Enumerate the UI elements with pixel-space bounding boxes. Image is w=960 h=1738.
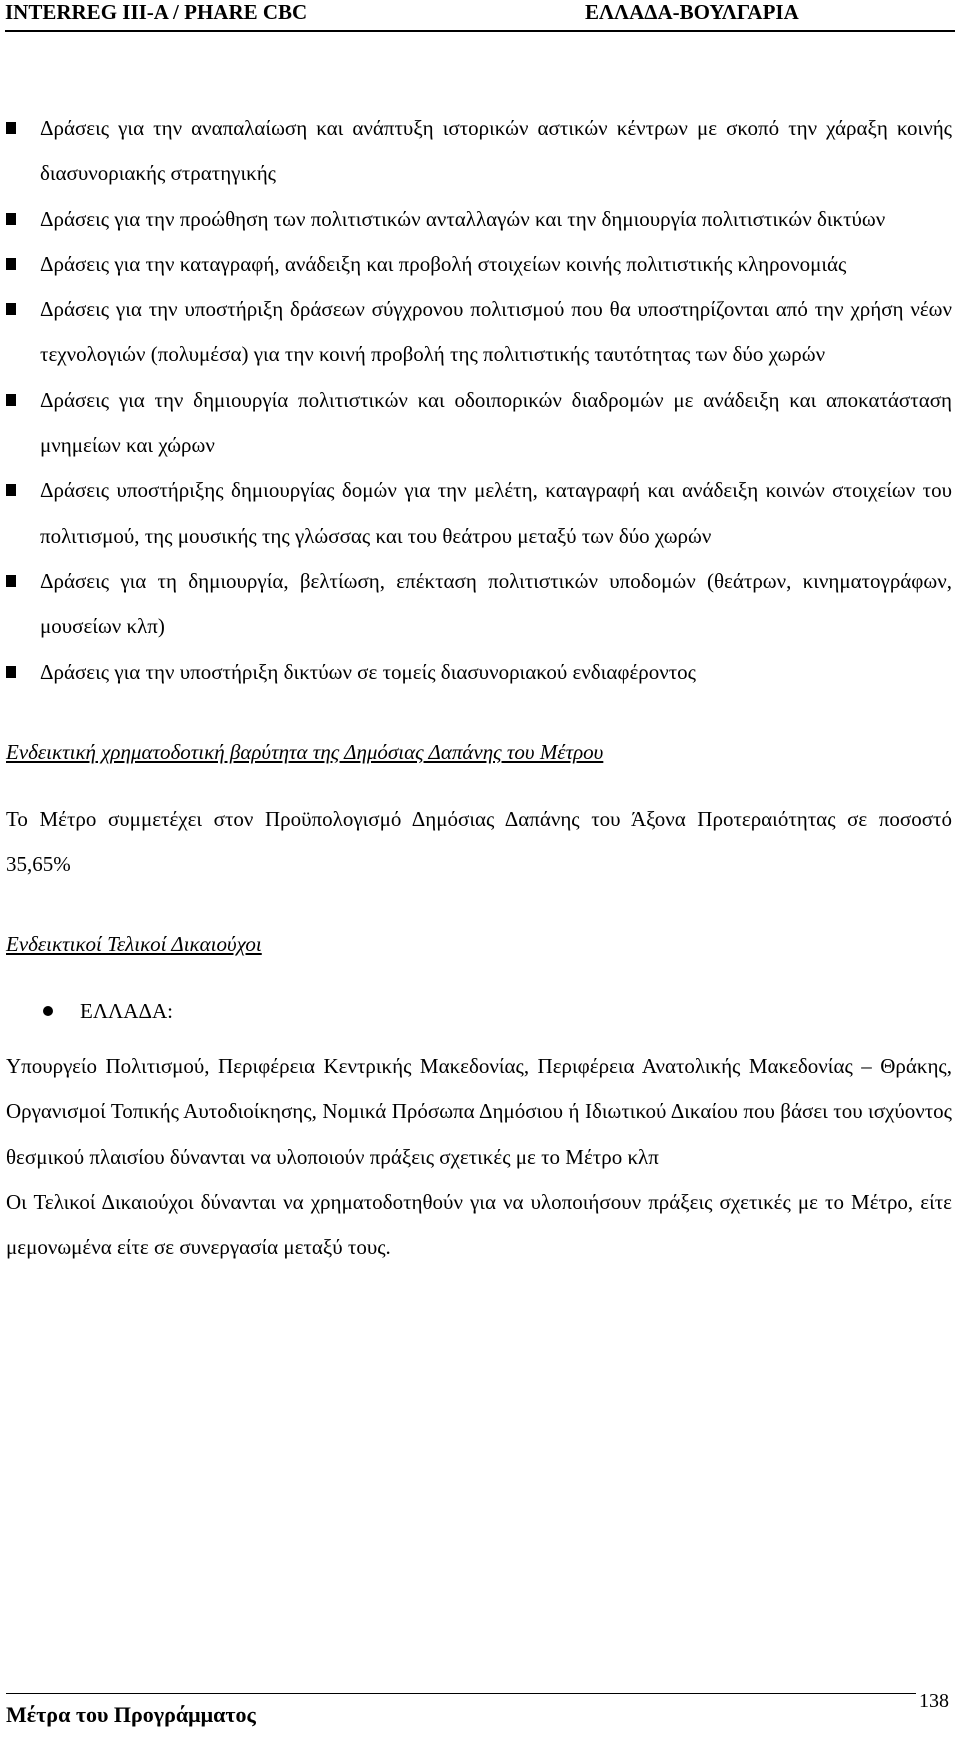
country-item [6,989,952,1034]
country-label: ΕΛΛΑΔΑ: [80,998,173,1023]
footer-divider [6,1693,916,1694]
footer-title: Μέτρα του Προγράμματος [6,1702,256,1727]
beneficiaries-list: Υπουργείο Πολιτισμού, Περιφέρεια Κεντρικής Μακεδονίας, Περιφέρεια Ανατολικής Μακεδονίας – Θράκης, Οργανισμοί Τοπικής Αυτοδιοίκησης, Νομικά Πρόσωπα Δημόσιου ή Ιδιωτικού Δικαίου που βάσει του ισχύοντος θεσμικού πλαισίου δύνανται να υλοποιούν πράξεις σχετικές με το Μέτρο κλπ [6,1053,952,1169]
square-bullet-icon [6,122,16,134]
page-content [6,106,952,1271]
square-bullet-icon [6,303,16,315]
square-bullet-icon [6,575,16,587]
list-item: Δράσεις υποστήριξης δημιουργίας δομών για την μελέτη, καταγραφή και ανάδειξη κοινών στοιχείων του πολιτισμού, της μουσικής της γλώσσας και του θεάτρου μεταξύ των δύο χωρών [6,468,952,559]
page-header [5,0,955,32]
funding-text: Το Μέτρο συμμετέχει στον Προϋπολογισμό Δημόσιας Δαπάνης του Άξονα Προτεραιότητας σε ποσοστό 35,65% [6,806,952,876]
header-program: INTERREG III-A / PHARE CBC [5,0,308,24]
list-item: Δράσεις για τη δημιουργία, βελτίωση, επέκταση πολιτιστικών υποδομών (θεάτρων, κινηματογράφων, μουσείων κλπ) [6,559,952,650]
list-item: Δράσεις για την προώθηση των πολιτιστικών ανταλλαγών και την δημιουργία πολιτιστικών δικτύων [6,197,952,242]
round-bullet-icon [43,1006,53,1016]
square-bullet-icon [6,394,16,406]
list-item: Δράσεις για την δημιουργία πολιτιστικών και οδοιπορικών διαδρομών με ανάδειξη και αποκατάσταση μνημείων και χώρων [6,378,952,469]
list-item: Δράσεις για την αναπαλαίωση και ανάπτυξη ιστορικών αστικών κέντρων με σκοπό την χάραξη κοινής διασυνοριακής στρατηγικής [6,106,952,197]
beneficiaries-heading: Ενδεικτικοί Τελικοί Δικαιούχοι [6,931,262,956]
funding-heading: Ενδεικτική χρηματοδοτική βαρύτητα της Δημόσιας Δαπάνης του Μέτρου [6,739,604,764]
header-countries: ΕΛΛΑΔΑ-ΒΟΥΛΓΑΡΙΑ [585,0,799,24]
square-bullet-icon [6,258,16,270]
square-bullet-icon [6,666,16,678]
beneficiaries-note: Οι Τελικοί Δικαιούχοι δύνανται να χρηματοδοτηθούν για να υλοποιήσουν πράξεις σχετικές με το Μέτρο, είτε μεμονωμένα είτε σε συνεργασία μεταξύ τους. [6,1190,952,1260]
square-bullet-icon [6,213,16,225]
list-item: Δράσεις για την καταγραφή, ανάδειξη και προβολή στοιχείων κοινής πολιτιστικής κληρονομιάς [6,242,952,287]
actions-list [6,106,952,695]
square-bullet-icon [6,484,16,496]
list-item: Δράσεις για την υποστήριξη δράσεων σύγχρονου πολιτισμού που θα υποστηρίζονται από την χρήση νέων τεχνολογιών (πολυμέσα) για την κοινή προβολή της πολιτιστικής ταυτότητας των δύο χωρών [6,287,952,378]
list-item: Δράσεις για την υποστήριξη δικτύων σε τομείς διασυνοριακού ενδιαφέροντος [6,650,952,695]
page-number: 138 [919,1690,949,1712]
